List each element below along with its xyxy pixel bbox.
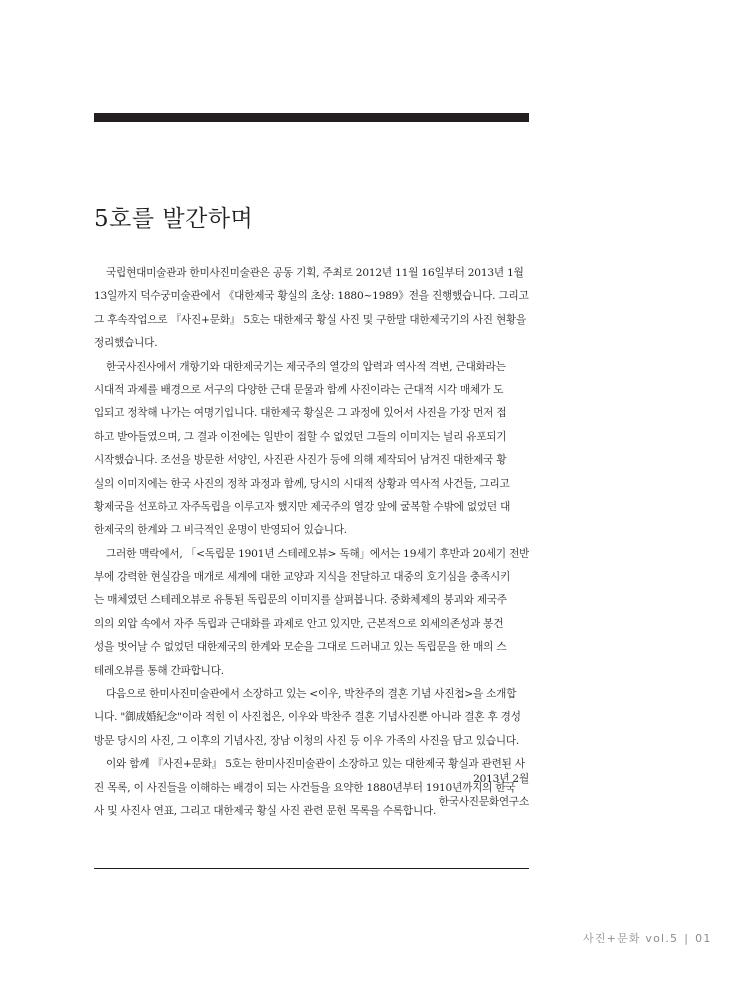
signoff-date: 2013년 2월 <box>473 773 529 785</box>
paragraph-line: 황제국을 선포하고 자주독립을 이루고자 했지만 제국주의 열강 앞에 굴복할 수밖에 없었던 대 <box>94 500 511 513</box>
paragraph-line: 한국사진사에서 개항기와 대한제국기는 제국주의 열강의 압력과 역사적 격변, 근대화라는 <box>106 360 506 373</box>
paragraph-line: 는 매체였던 스테레오뷰로 유통된 독립문의 이미지를 살펴봅니다. 중화체제의 붕괴와 제국주 <box>94 594 507 607</box>
paragraph-line: 하고 받아들였으며, 그 결과 이전에는 일반이 접할 수 없었던 그들의 이미지는 널리 유포되기 <box>94 430 507 443</box>
paragraph-line: 방문 당시의 사진, 그 이후의 기념사진, 장남 이청의 사진 등 이우 가족의 사진을 담고 있습니다. <box>94 734 520 747</box>
page-footer <box>583 930 712 946</box>
page-title: 5호를 발간하며 <box>94 206 254 232</box>
paragraph-line: 테레오뷰를 통해 간파합니다. <box>94 664 224 677</box>
bottom-rule <box>94 868 529 869</box>
paragraph-line: 시작했습니다. 조선을 방문한 서양인, 사진관 사진가 등에 의해 제작되어 남겨진 대한제국 황 <box>94 454 507 467</box>
paragraph-line: 그러한 맥락에서, 「<독립문 1901년 스테레오뷰> 독해」에서는 19세기 후반과 20세기 전반 <box>106 547 529 560</box>
paragraph-line: 정리했습니다. <box>94 337 158 350</box>
paragraph-line: 시대적 과제를 배경으로 서구의 다양한 근대 문물과 함께 사진이라는 근대적 시각 매체가 도 <box>94 383 504 396</box>
paragraph-line: 입되고 정착해 나가는 여명기입니다. 대한제국 황실은 그 과정에 있어서 사진을 가장 먼저 접 <box>94 407 507 420</box>
paragraph-line: 부에 강력한 현실감을 매개로 세계에 대한 교양과 지식을 전달하고 대중의 호기심을 충족시키 <box>94 571 511 584</box>
paragraph-line: 다음으로 한미사진미술관에서 소장하고 있는 <이우, 박찬주의 결혼 기념 사진첩>을 소개합 <box>106 688 517 701</box>
top-rule <box>94 113 529 122</box>
footer-separator: | <box>684 932 690 945</box>
paragraph-line: 의의 외압 속에서 자주 독립과 근대화를 과제로 안고 있지만, 근본적으로 외세의존성과 봉건 <box>94 617 504 630</box>
paragraph-line: 이와 함께 『사진+문화』 5호는 한미사진미술관이 소장하고 있는 대한제국 황실과 관련된 사 <box>106 758 525 771</box>
page-number: 01 <box>695 932 712 945</box>
paragraph-line: 니다. "御成婚紀念"이라 적힌 이 사진첩은, 이우와 박찬주 결혼 기념사진뿐 아니라 결혼 후 경성 <box>94 711 521 724</box>
article-body <box>94 262 529 823</box>
paragraph-line: 성을 벗어날 수 없었던 대한제국의 한계와 모순을 그대로 드러내고 있는 독립문을 한 매의 스 <box>94 641 507 654</box>
paragraph-line: 그 후속작업으로 『사진+문화』 5호는 대한제국 황실 사진 및 구한말 대한제국기의 사진 현황을 <box>94 313 527 326</box>
paragraph-line: 사 및 사진사 연표, 그리고 대한제국 황실 사진 관련 문헌 목록을 수록합니다. <box>94 804 437 817</box>
footer-publication: 사진+문화 vol.5 <box>583 932 679 945</box>
paragraph-line: 국립현대미술관과 한미사진미술관은 공동 기획, 주최로 2012년 11월 16일부터 2013년 1월 <box>106 267 524 279</box>
paragraph-line: 실의 이미지에는 한국 사진의 정착 과정과 함께, 당시의 시대적 상황과 역사적 사건들, 그리고 <box>94 477 510 490</box>
signoff <box>439 768 529 815</box>
paragraph-line: 한제국의 한계와 그 비극적인 운명이 반영되어 있습니다. <box>94 524 347 537</box>
paragraph-line: 13일까지 덕수궁미술관에서 《대한제국 황실의 초상: 1880~1989》전을 진행했습니다. 그리고 <box>94 290 529 303</box>
signoff-organization: 한국사진문화연구소 <box>438 796 529 809</box>
paragraph-line: 진 목록, 이 사진들을 이해하는 배경이 되는 사건들을 요약한 1880년부터 1910년까지의 한국 <box>94 781 516 794</box>
